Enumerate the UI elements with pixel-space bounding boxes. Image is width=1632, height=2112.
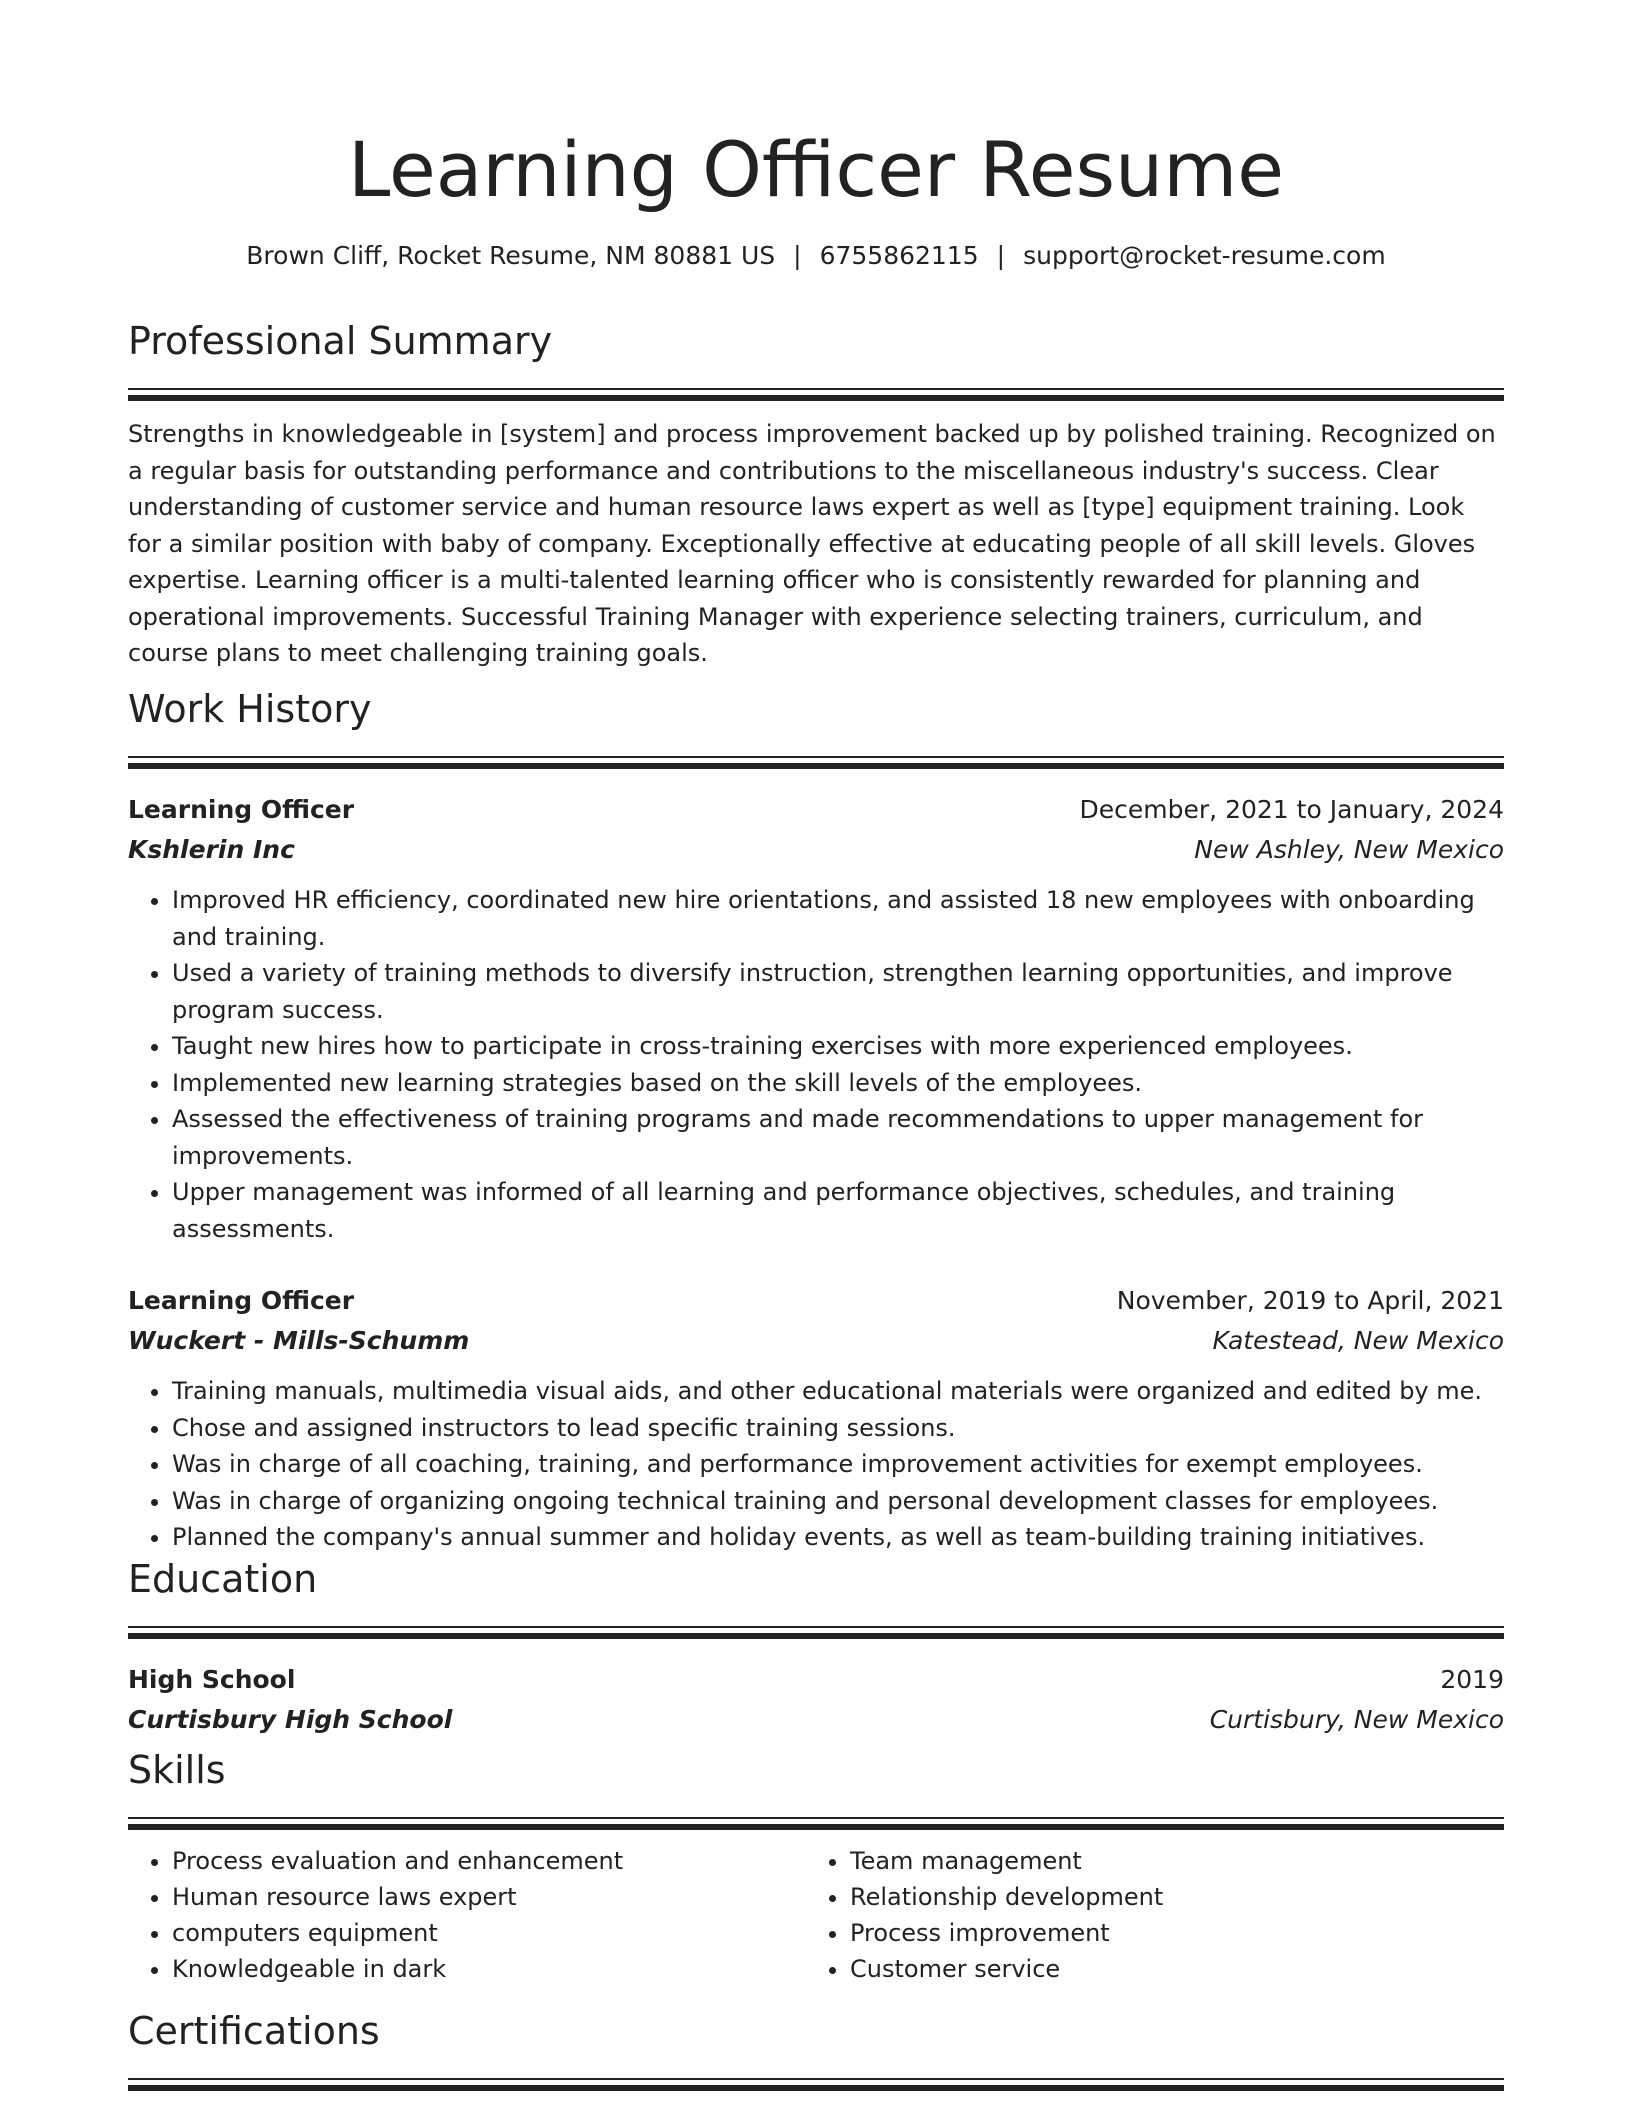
job-location: New Ashley, New Mexico xyxy=(1194,835,1504,864)
list-item: • Assessed the effectiveness of training programs and made recommendations to upper management for improvements. xyxy=(172,1101,1504,1174)
job-entry xyxy=(128,790,1504,1247)
section-heading: Work History xyxy=(128,687,372,731)
contact-address: Brown Cliff, Rocket Resume, NM 80881 US xyxy=(246,241,776,270)
education-section xyxy=(128,1554,1504,1740)
job-company: Kshlerin Inc xyxy=(128,835,295,864)
page-title: Learning Officer Resume xyxy=(347,125,1285,214)
education-degree: High School xyxy=(128,1665,296,1694)
job-entry xyxy=(128,1281,1504,1556)
certifications-section xyxy=(128,2006,1504,2092)
list-item: • Improved HR efficiency, coordinated new hire orientations, and assisted 18 new employees with onboarding and training. xyxy=(172,882,1504,955)
list-item: • Used a variety of training methods to diversify instruction, strengthen learning opportunities, and improve program success. xyxy=(172,955,1504,1028)
list-item: • computers equipment xyxy=(172,1915,762,1951)
job-company-row xyxy=(128,830,1504,870)
contact-phone: 6755862115 xyxy=(819,241,979,270)
list-item: • Process evaluation and enhancement xyxy=(172,1843,762,1879)
list-item: • Implemented new learning strategies based on the skill levels of the employees. xyxy=(172,1065,1504,1102)
list-item: • Chose and assigned instructors to lead specific training sessions. xyxy=(172,1410,1504,1447)
list-item: • Training manuals, multimedia visual aids, and other educational materials were organized and edited by me. xyxy=(172,1373,1504,1410)
job-title: Learning Officer xyxy=(128,795,355,824)
summary-text: Strengths in knowledgeable in [system] and process improvement backed up by polished training. Recognized on a regular basis for outstanding performance and contributions to the miscellaneous industry's success. Clear understanding of customer service and human resource laws expert as well as [type] equipment training. Look for a similar position with baby of company. Exceptionally effective at educating people of all skill levels. Gloves expertise. Learning officer is a multi-talented learning officer who is consistently rewarded for planning and operational improvements. Successful Training Manager with experience selecting trainers, curriculum, and course plans to meet challenging training goals. xyxy=(128,420,1496,667)
job-title: Learning Officer xyxy=(128,1286,355,1315)
education-year: 2019 xyxy=(1440,1665,1504,1694)
list-item: • Knowledgeable in dark xyxy=(172,1951,762,1987)
list-item: • Was in charge of organizing ongoing technical training and personal development classes for employees. xyxy=(172,1483,1504,1520)
job-company: Wuckert - Mills-Schumm xyxy=(128,1326,470,1355)
section-heading: Professional Summary xyxy=(128,319,553,363)
work-history-section xyxy=(128,684,1504,1556)
education-header-row xyxy=(128,1660,1504,1700)
summary-section xyxy=(128,316,1504,672)
contact-separator: | xyxy=(996,241,1006,270)
section-divider xyxy=(128,1817,1504,1831)
contact-line xyxy=(128,238,1504,274)
section-heading: Education xyxy=(128,1557,318,1601)
job-dates: December, 2021 to January, 2024 xyxy=(1079,795,1504,824)
education-entry xyxy=(128,1660,1504,1740)
list-item: • Team management xyxy=(850,1843,1440,1879)
skills-list-right xyxy=(806,1843,1440,1987)
contact-email: support@rocket-resume.com xyxy=(1023,241,1386,270)
job-company-row xyxy=(128,1321,1504,1361)
section-divider xyxy=(128,756,1504,770)
list-item: • Human resource laws expert xyxy=(172,1879,762,1915)
job-bullets xyxy=(128,1373,1504,1556)
job-header-row xyxy=(128,1281,1504,1321)
list-item: • Planned the company's annual summer and holiday events, as well as team-building training initiatives. xyxy=(172,1519,1504,1556)
section-divider xyxy=(128,388,1504,402)
section-heading: Certifications xyxy=(128,2009,380,2053)
list-item: • Was in charge of all coaching, training, and performance improvement activities for exempt employees. xyxy=(172,1446,1504,1483)
education-school-row xyxy=(128,1700,1504,1740)
section-heading: Skills xyxy=(128,1748,226,1792)
skills-section xyxy=(128,1745,1504,1987)
job-header-row xyxy=(128,790,1504,830)
section-divider xyxy=(128,2078,1504,2092)
list-item: • Relationship development xyxy=(850,1879,1440,1915)
section-divider xyxy=(128,1626,1504,1640)
job-location: Katestead, New Mexico xyxy=(1212,1326,1504,1355)
list-item: • Process improvement xyxy=(850,1915,1440,1951)
skills-columns xyxy=(128,1843,1504,1987)
list-item: • Taught new hires how to participate in cross-training exercises with more experienced employees. xyxy=(172,1028,1504,1065)
contact-separator: | xyxy=(793,241,802,270)
list-item: • Upper management was informed of all learning and performance objectives, schedules, and training assessments. xyxy=(172,1174,1504,1247)
job-bullets xyxy=(128,882,1504,1247)
job-dates: November, 2019 to April, 2021 xyxy=(1116,1286,1504,1315)
skills-list-left xyxy=(128,1843,762,1987)
education-location: Curtisbury, New Mexico xyxy=(1209,1705,1504,1734)
list-item: • Customer service xyxy=(850,1951,1440,1987)
education-school: Curtisbury High School xyxy=(128,1705,453,1734)
